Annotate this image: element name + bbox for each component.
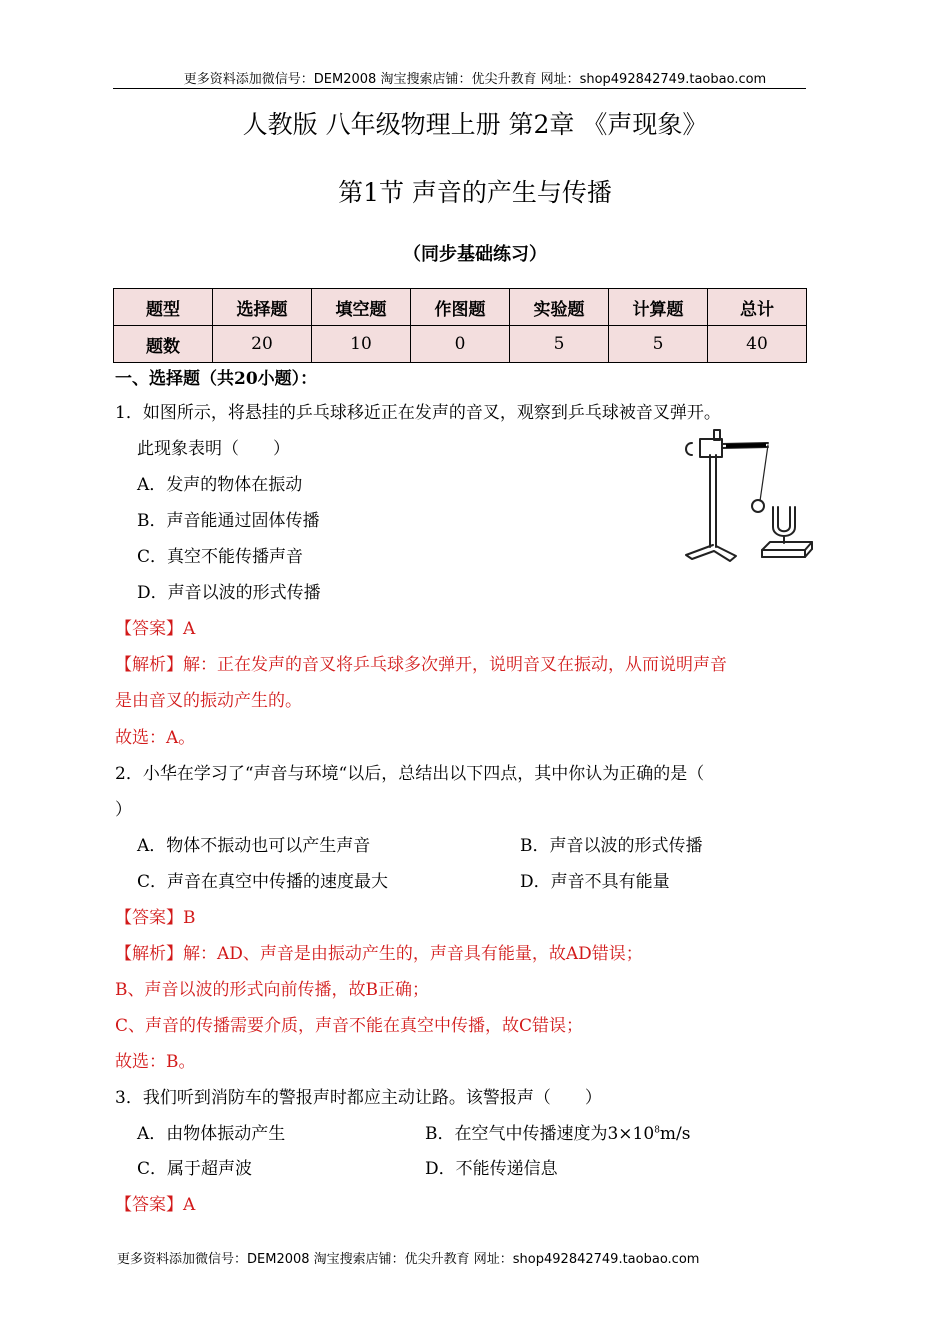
q2-answer: 【答案】B — [115, 908, 196, 928]
q2-option-a: A．物体不振动也可以产生声音 — [137, 836, 371, 856]
document-title: 人教版 八年级物理上册 第2章 《声现象》 — [242, 110, 708, 139]
q1-option-a: A．发声的物体在振动 — [137, 475, 303, 495]
q1-option-c: C．真空不能传播声音 — [137, 547, 304, 567]
q2-option-c: C．声音在真空中传播的速度最大 — [137, 872, 389, 892]
table-cell: 0 — [411, 326, 510, 363]
section-title: 第1节 声音的产生与传播 — [338, 178, 612, 207]
header-divider — [113, 88, 806, 89]
table-cell: 20 — [213, 326, 312, 363]
q3-option-a: A．由物体振动产生 — [137, 1124, 286, 1144]
q1-option-d: D．声音以波的形式传播 — [137, 583, 321, 603]
q2-analysis-line2: B、声音以波的形式向前传播，故B正确； — [115, 980, 429, 1000]
q1-analysis-line2: 是由音叉的振动产生的。 — [115, 691, 302, 711]
q3-option-c: C．属于超声波 — [137, 1159, 253, 1179]
table-cell: 5 — [609, 326, 708, 363]
tuning-fork-pingpong-figure — [670, 425, 820, 570]
q1-option-b: B．声音能通过固体传播 — [137, 511, 320, 531]
table-header-cell: 作图题 — [411, 289, 510, 326]
q1-stem-line2: 此现象表明（ ） — [137, 439, 290, 459]
table-header-cell: 计算题 — [609, 289, 708, 326]
page-footer: 更多资料添加微信号：DEM2008 淘宝搜索店铺：优尖升教育 网址：shop492842749.taobao.com — [117, 1252, 700, 1267]
q2-stem-line2: ） — [115, 800, 132, 820]
table-cell: 40 — [708, 326, 807, 363]
q2-option-d: D．声音不具有能量 — [520, 872, 670, 892]
table-header-row — [114, 289, 807, 326]
practice-label: （同步基础练习） — [403, 244, 547, 265]
table-header-cell: 总计 — [708, 289, 807, 326]
question-summary-table — [113, 288, 807, 363]
q2-conclusion: 故选：B。 — [115, 1052, 196, 1072]
q3-option-d: D．不能传递信息 — [425, 1159, 558, 1179]
table-cell: 题数 — [114, 326, 213, 363]
section-heading: 一、选择题（共20小题）： — [115, 369, 318, 389]
q1-stem-line1: 1．如图所示，将悬挂的乒乓球移近正在发声的音叉，观察到乒乓球被音叉弹开。 — [115, 403, 721, 423]
q2-analysis-line1: 【解析】解：AD、声音是由振动产生的，声音具有能量，故AD错误； — [115, 944, 643, 964]
q3-answer: 【答案】A — [115, 1195, 196, 1215]
table-cell: 5 — [510, 326, 609, 363]
table-row — [114, 326, 807, 363]
q2-stem-line1: 2．小华在学习了“声音与环境“以后，总结出以下四点，其中你认为正确的是（ — [115, 764, 705, 784]
q1-conclusion: 故选：A。 — [115, 728, 196, 748]
page-header: 更多资料添加微信号：DEM2008 淘宝搜索店铺：优尖升教育 网址：shop492842749.taobao.com — [183, 72, 767, 87]
q3-option-b-text: B．在空气中传播速度为3×10 — [425, 1124, 655, 1144]
table-header-cell: 填空题 — [312, 289, 411, 326]
table-header-cell: 题型 — [114, 289, 213, 326]
table-header-cell: 选择题 — [213, 289, 312, 326]
q3-stem: 3．我们听到消防车的警报声时都应主动让路。该警报声（ ） — [115, 1088, 602, 1108]
q3-option-b — [425, 1123, 691, 1145]
q3-option-b-exponent: 8 — [654, 1125, 660, 1136]
table-cell: 10 — [312, 326, 411, 363]
q1-analysis-line1: 【解析】解：正在发声的音叉将乒乓球多次弹开，说明音叉在振动，从而说明声音 — [115, 655, 727, 675]
q3-option-b-unit: m/s — [659, 1124, 691, 1144]
table-header-cell: 实验题 — [510, 289, 609, 326]
q2-analysis-line3: C、声音的传播需要介质，声音不能在真空中传播，故C错误； — [115, 1016, 584, 1036]
q1-answer: 【答案】A — [115, 619, 196, 639]
q2-option-b: B．声音以波的形式传播 — [520, 836, 703, 856]
